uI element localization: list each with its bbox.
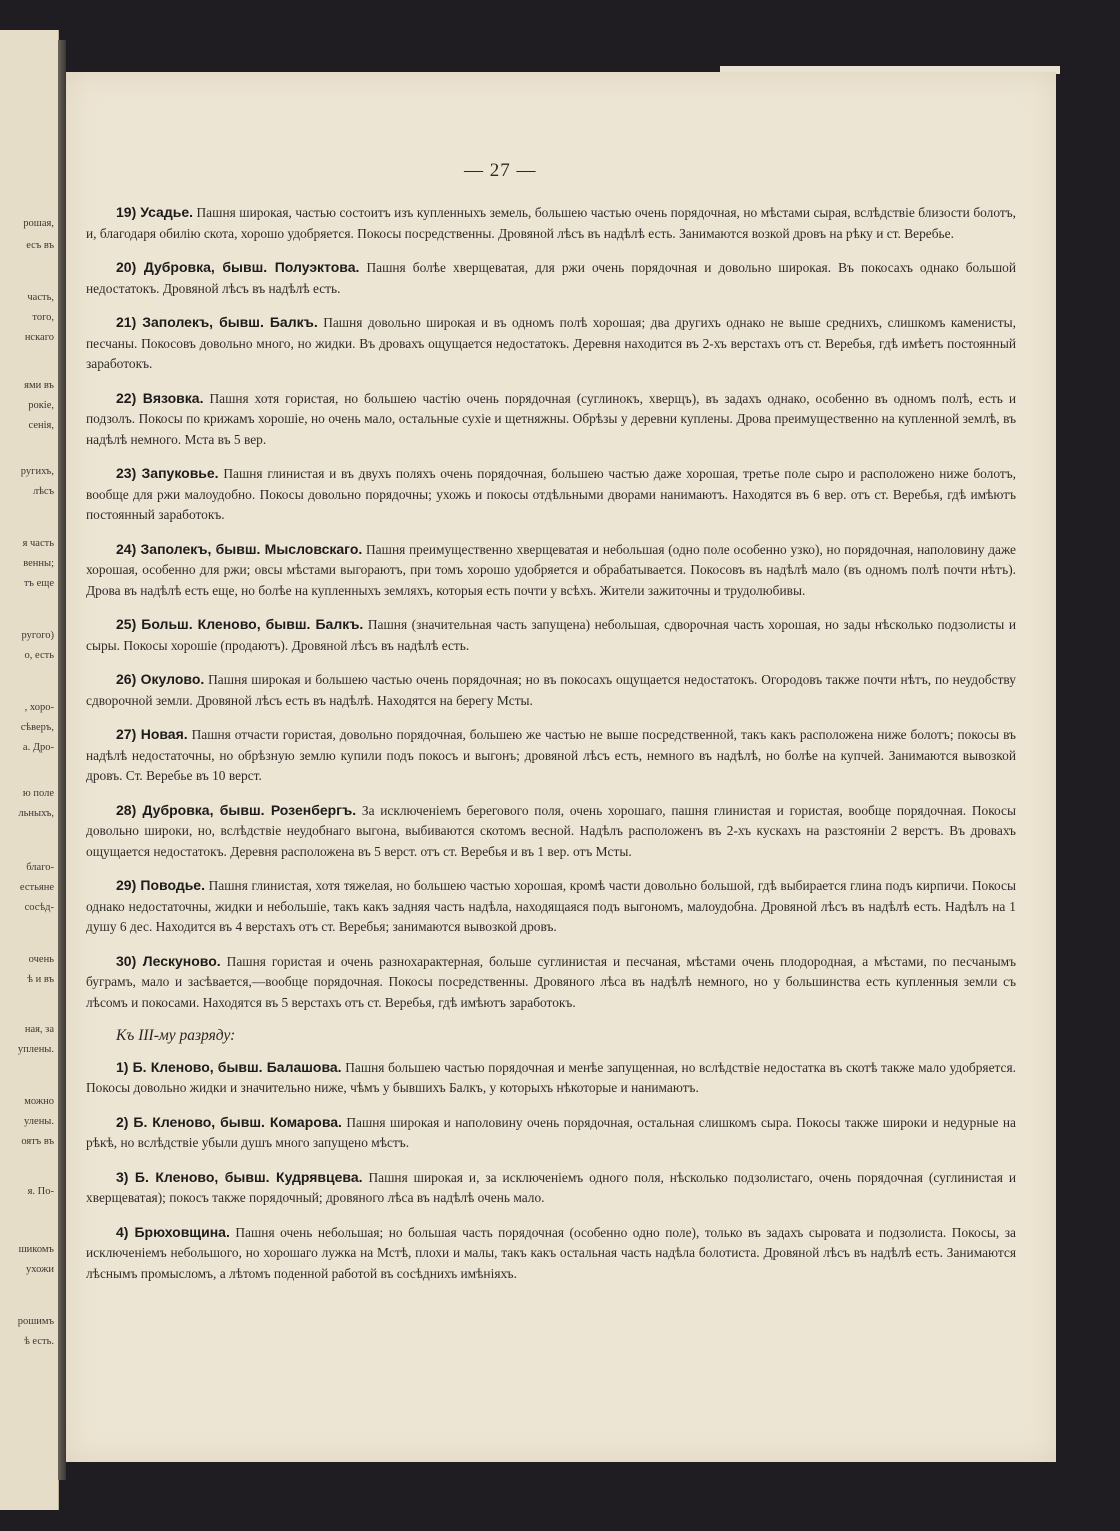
left-fragment: рошимъ [17, 1316, 54, 1327]
entry-text: Пашня большею частью порядочная и менѣе запущенная, но вслѣдствіе недостатка въ скотѣ также мало удобряется. Покосы довольно жидки и значительно ниже, чѣмъ у бывшихъ Балкъ, у которыхъ нѣкоторые и нанимаютъ. [86, 1059, 1016, 1095]
entry-text: Пашня отчасти гористая, довольно порядочная, большею же частью не выше посредственной, такъ какъ расположена ниже болотъ; покосы въ надѣлѣ недостаточны, но обрѣзную землю купили подъ покосъ и выгонъ; дровяной лѣсъ есть, немного въ надѣлѣ, но болѣе на купчей. Занимаются вывозкой дровъ. Ст. Веребье въ 10 верст. [86, 727, 1016, 783]
entry-name: 25) Больш. Кленово, бывш. Балкъ. [116, 616, 364, 632]
entry-text: Пашня широкая и наполовину очень порядочная, остальная слишкомъ сыра. Покосы также широки и недурные на рѣкѣ, но вслѣдствіе убыли душъ много запущено мѣстъ. [86, 1114, 1016, 1150]
page-body [86, 202, 1016, 1297]
left-page-edge [0, 30, 59, 1510]
left-fragment: уплены. [17, 1044, 54, 1055]
left-fragment: нскаго [24, 332, 54, 343]
entry-name: 22) Вязовка. [116, 389, 204, 406]
left-fragment: ная, за [24, 1024, 54, 1035]
entry-text: Пашня глинистая и въ двухъ поляхъ очень порядочная, большею частью даже хорошая, третье поле сыро и расположено ниже болотъ, вообще для ржи малоудобно. Покосы довольно порядочны; ухожь и покосы отдѣльными дворами нанимаютъ. Находятся въ 6 вер. отъ ст. Веребья, гдѣ имѣютъ постоянный заработокъ. [86, 466, 1016, 522]
left-fragment: есъ въ [26, 240, 54, 251]
entry-text: Пашня широкая, частью состоитъ изъ купленныхъ земель, большею частью очень порядочная, но мѣстами сырая, вслѣдствіе близости болотъ, и, благодаря обилію скота, хорошо удобряется. Покосы посредственны. Дровяной лѣсъ въ надѣлѣ есть. Занимаются возкой дровъ на рѣку и ст. Веребье. [86, 205, 1016, 241]
entry-22 [86, 388, 1016, 451]
section-title: Къ III-му разряду: [116, 1027, 236, 1044]
left-fragment: ругихъ, [20, 466, 54, 477]
entry-29 [86, 875, 1016, 938]
entry-name: 24) Заполекъ, бывш. Мысловскаго. [116, 540, 363, 557]
document-page [66, 72, 1056, 1462]
entry-21 [86, 312, 1016, 375]
left-fragment: льныхъ, [18, 808, 54, 819]
left-fragment: можно [24, 1096, 54, 1107]
entry-name: 19) Усадье. [116, 204, 194, 220]
entry-text: Пашня хотя гористая, но большею частію очень порядочная (суглинокъ, хверщъ), въ задахъ однако, особенно въ одномъ полѣ, есть и подзолъ. Покосы по крижамъ хорошіе, но очень мало, остальные сухіе и щетняжны. Обрѣзы у деревни куплены. Дрова преимущественно на купленной землѣ, въ надѣлѣ немного. Мста въ 5 вер. [86, 390, 1016, 447]
entry-name: 20) Дубровка, бывш. Полуэктова. [116, 259, 360, 275]
left-fragment: лѣсъ [32, 486, 54, 497]
entry-name: 26) Окулово. [116, 671, 205, 687]
entry-name: 2) Б. Кленово, бывш. Комарова. [116, 1113, 342, 1130]
left-fragment: ѣ есть. [24, 1336, 54, 1347]
left-fragment: ругого) [21, 630, 54, 641]
left-fragment: оятъ въ [21, 1136, 54, 1147]
entry-27 [86, 724, 1016, 787]
left-fragment: сенія, [28, 420, 54, 431]
entry-text: Пашня (значительная часть запущена) небольшая, сдворочная часть хорошая, но зады нѣсколько подзолисты и сыры. Покосы хорошіе (продаютъ). Дровяной лѣсъ въ надѣлѣ есть. [86, 617, 1016, 653]
entry-name: 29) Поводье. [116, 877, 205, 893]
left-fragment: шикомъ [18, 1244, 54, 1255]
left-fragment: часть, [27, 292, 54, 303]
left-fragment: ями въ [24, 380, 54, 391]
left-fragment: ю поле [22, 788, 54, 799]
entry-text: Пашня гористая и очень разнохарактерная, больше суглинистая и песчаная, мѣстами очень плодородная, а мѣстами, по песчанымъ буграмъ, мало и засѣвается,—вообще порядочная. Покосы посредственны. Дровяного лѣса въ надѣлѣ немного, но у большинства есть купленныя земли съ лѣсомъ и покосами. Находятся въ 5 верстахъ отъ ст. Веребья, гдѣ имѣютъ заработокъ. [86, 953, 1016, 1010]
left-fragment: сѣверъ, [20, 722, 54, 733]
entry-name: 3) Б. Кленово, бывш. Кудрявцева. [116, 1168, 363, 1185]
entry-name: 23) Запуковье. [116, 465, 219, 481]
entry-name: 28) Дубровка, бывш. Розенбергъ. [116, 801, 357, 818]
left-fragment: тъ еще [23, 578, 54, 589]
entry-name: 27) Новая. [116, 726, 188, 742]
left-fragment: а. Дро- [22, 742, 54, 753]
entry-name: 4) Брюховщина. [116, 1223, 230, 1240]
left-fragment: , хоро- [24, 702, 54, 713]
section-entry-1 [86, 1057, 1016, 1099]
section-entry-4 [86, 1222, 1016, 1285]
left-fragment: того, [32, 312, 54, 323]
entry-24 [86, 539, 1016, 602]
page-number: — 27 — [464, 160, 537, 181]
section-entry-2 [86, 1112, 1016, 1154]
entry-name: 21) Заполекъ, бывш. Балкъ. [116, 314, 318, 330]
entry-text: Пашня широкая и, за исключеніемъ одного поля, нѣсколько подзолистаго, очень порядочная (суглинистая и хверщеватая); покосъ также порядочный; дровяного лѣса въ надѣлѣ очень мало. [86, 1169, 1016, 1205]
entry-text: Пашня довольно широкая и въ одномъ полѣ хорошая; два другихъ однако не выше среднихъ, слишкомъ каменисты, песчаны. Покосовъ довольно много, но жидки. Въ дровахъ ощущается недостатокъ. Деревня находится въ 2-хъ верстахъ отъ ст. Веребья, гдѣ имѣетъ постоянный заработокъ. [86, 315, 1016, 371]
left-fragment: рошая, [23, 218, 54, 229]
book-binding [58, 40, 66, 1480]
entry-20 [86, 257, 1016, 299]
entry-23 [86, 463, 1016, 526]
left-fragment: естьяне [19, 882, 54, 893]
left-fragment: венны; [23, 558, 54, 569]
left-fragment: очень [28, 954, 54, 965]
left-fragment: ухожи [26, 1264, 54, 1275]
entry-text: Пашня преимущественно хверщеватая и небольшая (одно поле особенно узко), но порядочная, наполовину даже хорошая, особенно для ржи; овсы мѣстами выгораютъ, при томъ хорошо удобряется и обрабатывается. Покосовъ въ надѣлѣ мало (въ одномъ полѣ почти нѣтъ). Дрова въ надѣлѣ есть еще, но болѣе на купленныхъ земляхъ, которыя есть почти у всѣхъ. Жители зажиточны и трудолюбивы. [86, 541, 1016, 598]
entry-text: Пашня очень небольшая; но большая часть порядочная (особенно одно поле), только въ задахъ сыровата и подзолиста. Покосы, за исключеніемъ небольшого, но хорошаго лужка на Мстѣ, плохи и малы, такъ какъ остальная часть надѣла болотиста. Дровяной лѣсъ въ надѣлѣ есть. Занимаются лѣснымъ промысломъ, а лѣтомъ поденной работой въ сосѣднихъ имѣніяхъ. [86, 1224, 1016, 1281]
entry-19 [86, 202, 1016, 244]
left-fragment: о, есть [24, 650, 54, 661]
entry-text: Пашня глинистая, хотя тяжелая, но большею частью хорошая, кромѣ части довольно большой, гдѣ выбирается глина подъ кирпичи. Покосы однако недостаточны, жидки и небольшіе, такъ какъ задняя часть надѣла, находящаяся подъ выгономъ, малоудобна. Дровяной лѣсъ въ надѣлѣ есть. Надѣлъ на 1 душу 6 дес. Находится въ 4 верстахъ отъ ст. Веребья; занимаются вывозкой дровъ. [86, 878, 1016, 934]
entry-26 [86, 669, 1016, 711]
left-fragment: я часть [22, 538, 54, 549]
entry-text: Пашня широкая и большею частью очень порядочная; но въ покосахъ ощущается недостатокъ. Огородовъ также почти нѣтъ, по неудобству сдворочной земли. Дровяной лѣсъ есть въ надѣлѣ. Находятся на берегу Мсты. [86, 672, 1016, 708]
entry-30 [86, 951, 1016, 1014]
left-fragment: сосѣд- [24, 902, 54, 913]
left-fragment: благо- [26, 862, 54, 873]
left-fragment: улены. [24, 1116, 54, 1127]
left-fragment: рокіе, [28, 400, 54, 411]
entry-25 [86, 614, 1016, 656]
entry-text: Пашня болѣе хверщеватая, для ржи очень порядочная и довольно широкая. Въ покосахъ однако большой недостатокъ. Дровяной лѣсъ въ надѣлѣ есть. [86, 260, 1017, 296]
entry-name: 1) Б. Кленово, бывш. Балашова. [116, 1058, 342, 1075]
entry-text: За исключеніемъ берегового поля, очень хорошаго, пашня глинистая и гористая, вообще порядочная. Покосы довольно широки, но, вслѣдствіе неудобнаго выгона, выбиваются скотомъ весной. Надѣлъ расположенъ въ 2-хъ кускахъ на разстояніи 2 верстъ. Въ дровахъ ощущается недостатокъ. Деревня расположена въ 5 верст. отъ ст. Веребья и въ 1 вер. отъ Мсты. [86, 802, 1016, 859]
section-entry-3 [86, 1167, 1016, 1209]
entry-name: 30) Лескуново. [116, 952, 221, 969]
entry-28 [86, 800, 1016, 863]
left-fragment: я. По- [27, 1186, 54, 1197]
left-fragment: ѣ и въ [27, 974, 54, 985]
